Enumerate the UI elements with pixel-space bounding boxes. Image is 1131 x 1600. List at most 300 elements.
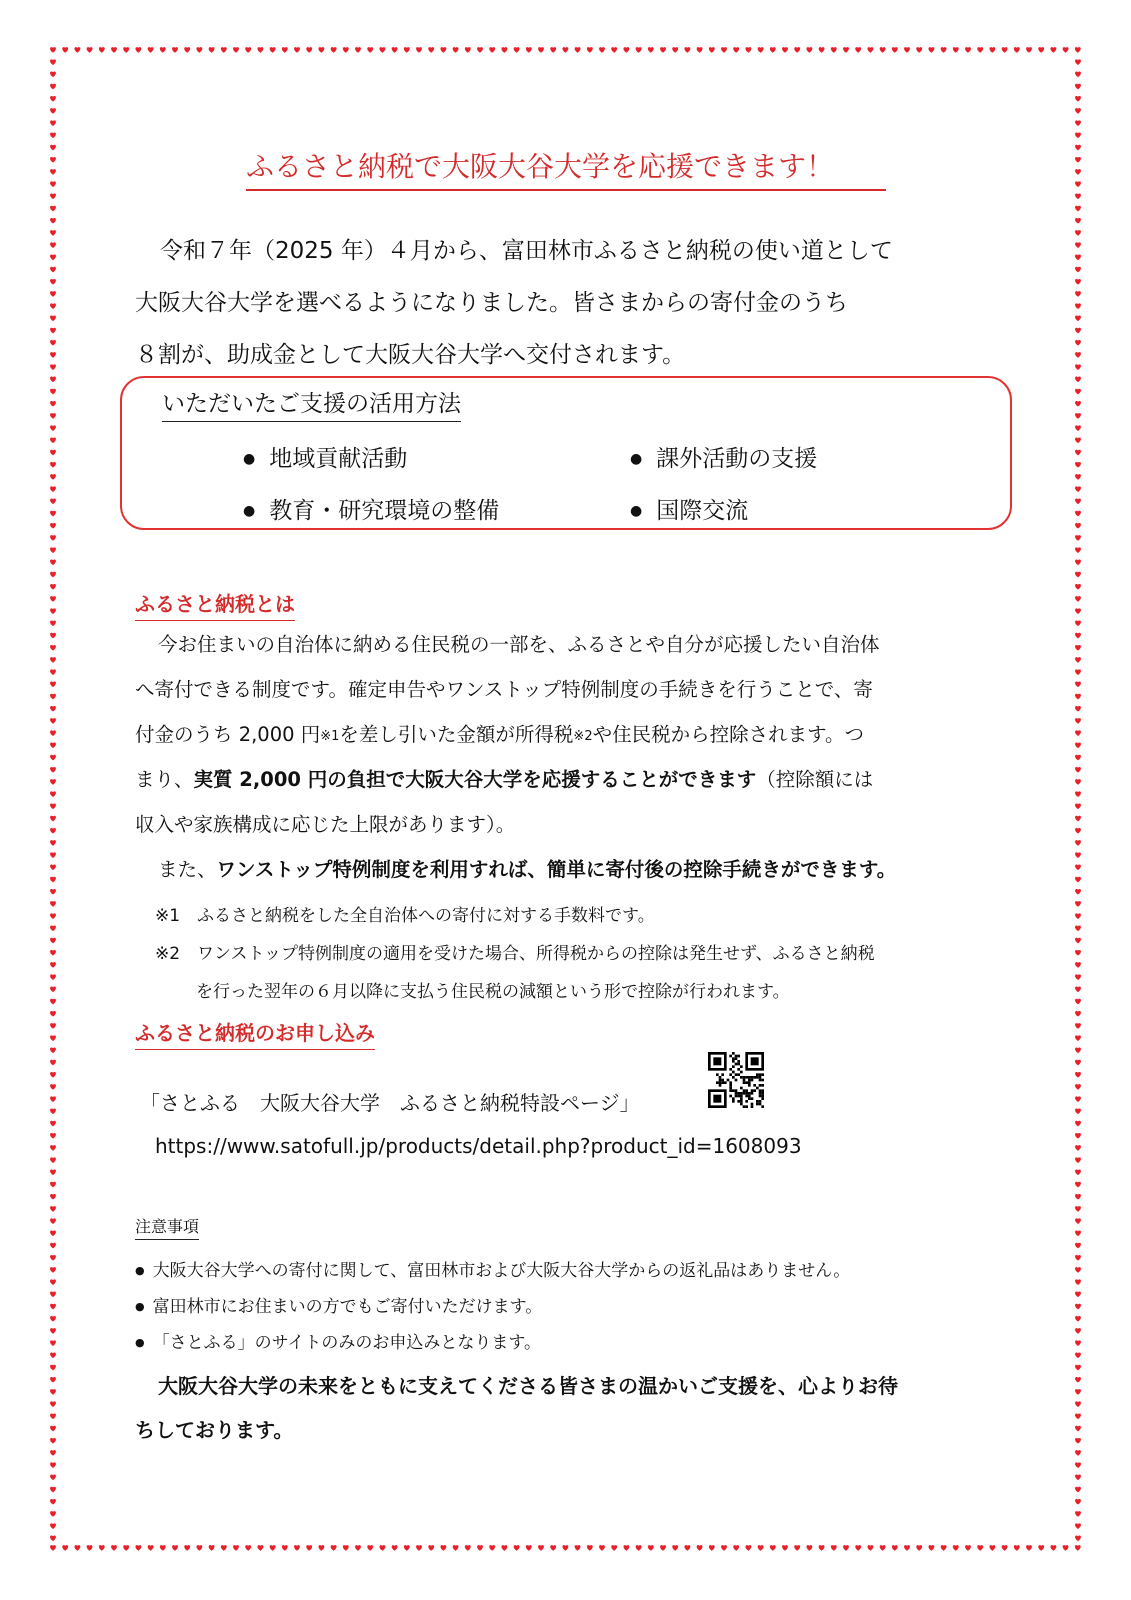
heart-icon: [514, 47, 520, 53]
heart-icon: [50, 657, 56, 663]
usage-item: ● 課外活動の支援: [630, 446, 818, 472]
heart-icon: [1075, 621, 1081, 627]
heart-icon: [123, 1545, 129, 1551]
heart-icon: [50, 499, 56, 505]
section-heading-apply: ふるさと納税のお申し込み: [135, 1017, 375, 1050]
heart-icon: [1075, 889, 1081, 895]
heart-icon: [50, 389, 56, 395]
heart-icon: [1075, 523, 1081, 529]
heart-icon: [1014, 47, 1020, 53]
heart-icon: [1002, 1545, 1008, 1551]
heart-icon: [1038, 47, 1044, 53]
heart-icon: [831, 47, 837, 53]
heart-icon: [50, 1035, 56, 1041]
heart-icon: [50, 242, 56, 248]
heart-icon: [74, 1545, 80, 1551]
heart-icon: [928, 47, 934, 53]
heart-icon: [1075, 181, 1081, 187]
heart-icon: [50, 267, 56, 273]
heart-icon: [50, 1194, 56, 1200]
heart-icon: [1063, 1545, 1069, 1551]
heart-icon: [50, 59, 56, 65]
satofull-url-link[interactable]: https://www.satofull.jp/products/detail.php?product_id=1608093: [155, 1134, 802, 1158]
heart-icon: [282, 47, 288, 53]
heart-icon: [709, 1545, 715, 1551]
heart-icon: [1075, 1267, 1081, 1273]
heart-icon: [50, 1255, 56, 1261]
heart-icon: [416, 1545, 422, 1551]
heart-icon: [50, 1243, 56, 1249]
heart-icon: [221, 47, 227, 53]
heart-icon: [1075, 1084, 1081, 1090]
heart-icon: [50, 852, 56, 858]
heart-icon: [526, 1545, 532, 1551]
heart-icon: [50, 438, 56, 444]
heart-icon: [1075, 682, 1081, 688]
heart-icon: [709, 47, 715, 53]
about-paragraph-line: 今お住まいの自治体に納める住民税の一部を、ふるさとや自分が応援したい自治体: [158, 633, 880, 656]
heart-icon: [1075, 1231, 1081, 1237]
heart-icon: [294, 47, 300, 53]
heart-icon: [50, 974, 56, 980]
heart-icon: [50, 828, 56, 834]
heart-icon: [1075, 596, 1081, 602]
heart-icon: [50, 1157, 56, 1163]
heart-icon: [1075, 1414, 1081, 1420]
emphasis-text: 実質 2,000 円の負担で大阪大谷大学を応援することができます: [193, 768, 757, 791]
heart-icon: [953, 1545, 959, 1551]
heart-icon: [50, 1267, 56, 1273]
heart-icon: [550, 47, 556, 53]
intro-line-1: 令和７年（2025 年）４月から、富田林市ふるさと納税の使い道として: [160, 238, 893, 264]
heart-icon: [758, 47, 764, 53]
heart-icon: [245, 1545, 251, 1551]
heart-icon: [1075, 877, 1081, 883]
bullet-icon: ●: [135, 1336, 145, 1349]
section-heading-about: ふるさと納税とは: [135, 588, 295, 621]
heart-icon: [721, 47, 727, 53]
heart-icon: [514, 1545, 520, 1551]
heart-icon: [1075, 364, 1081, 370]
heart-icon: [1075, 1048, 1081, 1054]
intro-line-3: ８割が、助成金として大阪大谷大学へ交付されます。: [135, 342, 686, 368]
heart-icon: [1075, 1340, 1081, 1346]
heart-icon: [1075, 572, 1081, 578]
heart-icon: [196, 47, 202, 53]
heart-icon: [1075, 206, 1081, 212]
heart-icon: [819, 47, 825, 53]
heart-icon: [50, 1316, 56, 1322]
heart-icon: [50, 364, 56, 370]
heart-icon: [50, 816, 56, 822]
heart-icon: [684, 47, 690, 53]
heart-icon: [50, 328, 56, 334]
footnote-ref-1: ※1: [320, 729, 340, 744]
heart-icon: [550, 1545, 556, 1551]
footnote-2: ※2 ワンストップ特例制度の適用を受けた場合、所得税からの控除は発生せず、ふるさと納税: [155, 944, 875, 964]
heart-icon: [1075, 987, 1081, 993]
heart-icon: [50, 303, 56, 309]
heart-icon: [1075, 645, 1081, 651]
heart-icon: [806, 1545, 812, 1551]
heart-icon: [50, 889, 56, 895]
heart-icon: [1075, 560, 1081, 566]
note-item: ● 「さとふる」のサイトのみのお申込みとなります。: [135, 1333, 542, 1353]
heart-icon: [50, 1072, 56, 1078]
heart-icon: [672, 1545, 678, 1551]
heart-icon: [1050, 47, 1056, 53]
heart-icon: [209, 1545, 215, 1551]
heart-icon: [160, 47, 166, 53]
heart-icon: [453, 47, 459, 53]
heart-icon: [1075, 194, 1081, 200]
heart-icon: [1075, 120, 1081, 126]
notes-heading: 注意事項: [135, 1214, 199, 1240]
heart-icon: [1075, 1035, 1081, 1041]
heart-icon: [50, 1170, 56, 1176]
heart-icon: [50, 218, 56, 224]
heart-icon: [62, 47, 68, 53]
heart-icon: [50, 291, 56, 297]
heart-icon: [562, 47, 568, 53]
heart-icon: [1075, 72, 1081, 78]
heart-icon: [74, 47, 80, 53]
heart-icon: [1075, 1487, 1081, 1493]
heart-icon: [1075, 377, 1081, 383]
heart-icon: [50, 230, 56, 236]
heart-icon: [587, 47, 593, 53]
heart-icon: [1075, 47, 1081, 53]
heart-icon: [148, 1545, 154, 1551]
usage-item: ● 国際交流: [630, 498, 749, 524]
heart-icon: [1075, 1523, 1081, 1529]
heart-icon: [50, 108, 56, 114]
heart-icon: [379, 1545, 385, 1551]
heart-icon: [575, 1545, 581, 1551]
heart-icon: [50, 1389, 56, 1395]
heart-icon: [1075, 608, 1081, 614]
heart-icon: [1075, 1121, 1081, 1127]
heart-icon: [50, 1231, 56, 1237]
heart-icon: [392, 1545, 398, 1551]
heart-icon: [1050, 1545, 1056, 1551]
heart-icon: [50, 547, 56, 553]
heart-icon: [977, 47, 983, 53]
heart-icon: [50, 1365, 56, 1371]
heart-icon: [1002, 47, 1008, 53]
heart-icon: [867, 47, 873, 53]
heart-icon: [1075, 938, 1081, 944]
heart-icon: [50, 169, 56, 175]
heart-icon: [50, 1328, 56, 1334]
heart-icon: [221, 1545, 227, 1551]
heart-icon: [1075, 340, 1081, 346]
heart-icon: [257, 1545, 263, 1551]
heart-icon: [87, 1545, 93, 1551]
qr-code-icon[interactable]: [708, 1052, 764, 1108]
heart-icon: [331, 1545, 337, 1551]
heart-icon: [1075, 1401, 1081, 1407]
heart-icon: [318, 47, 324, 53]
heart-icon: [99, 1545, 105, 1551]
heart-icon: [1075, 1389, 1081, 1395]
heart-icon: [50, 316, 56, 322]
bullet-icon: ●: [630, 451, 643, 467]
heart-icon: [1075, 1499, 1081, 1505]
heart-icon: [1075, 328, 1081, 334]
heart-icon: [50, 84, 56, 90]
heart-icon: [745, 1545, 751, 1551]
heart-icon: [282, 1545, 288, 1551]
heart-icon: [1075, 755, 1081, 761]
bullet-icon: ●: [243, 503, 256, 519]
note-item: ● 大阪大谷大学への寄付に関して、富田林市および大阪大谷大学からの返礼品はありません。: [135, 1261, 851, 1281]
heart-icon: [1075, 852, 1081, 858]
heart-icon: [465, 1545, 471, 1551]
heart-icon: [1075, 1365, 1081, 1371]
heart-icon: [526, 47, 532, 53]
heart-icon: [50, 1109, 56, 1115]
heart-icon: [880, 1545, 886, 1551]
heart-icon: [50, 486, 56, 492]
heart-icon: [989, 47, 995, 53]
heart-icon: [941, 47, 947, 53]
heart-icon: [209, 47, 215, 53]
heart-icon: [538, 47, 544, 53]
heart-icon: [1075, 389, 1081, 395]
heart-icon: [50, 377, 56, 383]
heart-icon: [1075, 1096, 1081, 1102]
heart-icon: [50, 194, 56, 200]
heart-icon: [1075, 767, 1081, 773]
heart-icon: [538, 1545, 544, 1551]
heart-icon: [50, 1401, 56, 1407]
heart-icon: [50, 791, 56, 797]
heart-icon: [428, 1545, 434, 1551]
heart-icon: [50, 560, 56, 566]
heart-icon: [721, 1545, 727, 1551]
heart-icon: [1075, 1243, 1081, 1249]
heart-icon: [904, 47, 910, 53]
heart-icon: [50, 1414, 56, 1420]
heart-icon: [50, 450, 56, 456]
heart-icon: [1075, 1450, 1081, 1456]
heart-icon: [1075, 1462, 1081, 1468]
heart-icon: [50, 938, 56, 944]
heart-icon: [343, 1545, 349, 1551]
heart-icon: [50, 1048, 56, 1054]
heart-icon: [87, 47, 93, 53]
heart-icon: [953, 47, 959, 53]
heart-icon: [1075, 267, 1081, 273]
heart-icon: [880, 47, 886, 53]
about-paragraph-line: 付金のうち 2,000 円$^{※1}$を差し引いた金額が所得税$^{※2}$や住民税から控除されます。つ: [135, 723, 865, 746]
heart-icon: [50, 987, 56, 993]
heart-icon: [794, 1545, 800, 1551]
heart-icon: [392, 47, 398, 53]
heart-icon: [1075, 1133, 1081, 1139]
heart-icon: [50, 1182, 56, 1188]
heart-icon: [50, 523, 56, 529]
heart-icon: [1075, 291, 1081, 297]
about-paragraph-line: へ寄付できる制度です。確定申告やワンストップ特例制度の手続きを行うことで、寄: [135, 678, 873, 701]
bullet-icon: ●: [135, 1264, 145, 1277]
heart-icon: [1075, 1438, 1081, 1444]
heart-icon: [1075, 486, 1081, 492]
heart-icon: [50, 535, 56, 541]
heart-icon: [50, 340, 56, 346]
heart-icon: [50, 511, 56, 517]
heart-icon: [428, 47, 434, 53]
heart-icon: [1075, 1218, 1081, 1224]
heart-icon: [1075, 1545, 1081, 1551]
heart-icon: [306, 1545, 312, 1551]
heart-icon: [50, 1353, 56, 1359]
heart-icon: [50, 1206, 56, 1212]
heart-icon: [1075, 1536, 1081, 1542]
heart-icon: [50, 462, 56, 468]
heart-icon: [50, 47, 56, 53]
heart-icon: [697, 47, 703, 53]
heart-icon: [1075, 242, 1081, 248]
heart-icon: [623, 1545, 629, 1551]
heart-icon: [1075, 1316, 1081, 1322]
heart-icon: [660, 47, 666, 53]
heart-icon: [453, 1545, 459, 1551]
heart-icon: [1075, 84, 1081, 90]
heart-icon: [733, 47, 739, 53]
heart-icon: [50, 1084, 56, 1090]
heart-icon: [1038, 1545, 1044, 1551]
heart-icon: [50, 145, 56, 151]
heart-icon: [855, 1545, 861, 1551]
heart-icon: [50, 743, 56, 749]
heart-icon: [270, 47, 276, 53]
heart-icon: [196, 1545, 202, 1551]
heart-icon: [50, 962, 56, 968]
heart-icon: [50, 718, 56, 724]
heart-icon: [50, 950, 56, 956]
heart-icon: [1075, 1206, 1081, 1212]
heart-icon: [50, 1475, 56, 1481]
heart-icon: [50, 926, 56, 932]
heart-icon: [1075, 255, 1081, 261]
heart-icon: [1075, 1145, 1081, 1151]
satofull-link-label[interactable]: 「さとふる 大阪大谷大学 ふるさと納税特設ページ」: [140, 1091, 640, 1115]
heart-icon: [306, 47, 312, 53]
heart-icon: [1075, 1157, 1081, 1163]
footnote-2-cont: を行った翌年の６月以降に支払う住民税の減額という形で控除が行われます。: [196, 982, 790, 1002]
heart-icon: [233, 47, 239, 53]
footnote-ref-2: ※2: [573, 729, 593, 744]
heart-icon: [660, 1545, 666, 1551]
heart-icon: [233, 1545, 239, 1551]
heart-icon: [184, 1545, 190, 1551]
heart-icon: [135, 47, 141, 53]
heart-icon: [1075, 316, 1081, 322]
heart-icon: [50, 1545, 56, 1551]
heart-icon: [50, 572, 56, 578]
heart-icon: [1075, 706, 1081, 712]
about-paragraph-line: まり、実質 2,000 円の負担で大阪大谷大学を応援することができます（控除額には: [135, 768, 874, 791]
heart-icon: [50, 669, 56, 675]
heart-icon: [1075, 230, 1081, 236]
heart-icon: [623, 47, 629, 53]
heart-icon: [1075, 1304, 1081, 1310]
heart-icon: [1075, 352, 1081, 358]
heart-icon: [1075, 804, 1081, 810]
heart-icon: [50, 877, 56, 883]
heart-icon: [50, 779, 56, 785]
heart-icon: [1075, 974, 1081, 980]
heart-icon: [50, 694, 56, 700]
heart-icon: [1075, 1511, 1081, 1517]
heart-icon: [50, 1536, 56, 1542]
heart-icon: [50, 1096, 56, 1102]
heart-icon: [1075, 840, 1081, 846]
heart-icon: [745, 47, 751, 53]
heart-icon: [135, 1545, 141, 1551]
heart-icon: [50, 633, 56, 639]
heart-icon: [50, 279, 56, 285]
emphasis-text: ワンストップ特例制度を利用すれば、簡単に寄付後の控除手続きができます。: [216, 858, 897, 881]
heart-icon: [1075, 926, 1081, 932]
bullet-icon: ●: [630, 503, 643, 519]
heart-icon: [1075, 718, 1081, 724]
heart-icon: [989, 1545, 995, 1551]
heart-icon: [172, 47, 178, 53]
heart-icon: [50, 1499, 56, 1505]
heart-icon: [477, 1545, 483, 1551]
heart-icon: [941, 1545, 947, 1551]
heart-icon: [50, 865, 56, 871]
heart-icon: [501, 1545, 507, 1551]
heart-icon: [648, 1545, 654, 1551]
heart-icon: [1075, 999, 1081, 1005]
usage-heading: いただいたご支援の活用方法: [162, 385, 461, 422]
heart-icon: [489, 1545, 495, 1551]
heart-icon: [343, 47, 349, 53]
heart-icon: [50, 1426, 56, 1432]
heart-icon: [1075, 913, 1081, 919]
heart-icon: [636, 47, 642, 53]
heart-icon: [1026, 47, 1032, 53]
heart-icon: [1075, 1475, 1081, 1481]
heart-icon: [1075, 901, 1081, 907]
heart-icon: [916, 1545, 922, 1551]
heart-icon: [123, 47, 129, 53]
heart-icon: [1075, 474, 1081, 480]
heart-icon: [1075, 657, 1081, 663]
heart-icon: [1075, 279, 1081, 285]
about-paragraph-line: 収入や家族構成に応じた上限があります）。: [135, 813, 516, 836]
heart-icon: [367, 1545, 373, 1551]
bullet-icon: ●: [243, 451, 256, 467]
heart-icon: [50, 1511, 56, 1517]
heart-icon: [50, 157, 56, 163]
heart-icon: [50, 730, 56, 736]
heart-icon: [782, 1545, 788, 1551]
heart-icon: [477, 47, 483, 53]
heart-icon: [50, 755, 56, 761]
heart-icon: [1075, 303, 1081, 309]
heart-icon: [1075, 633, 1081, 639]
heart-icon: [50, 682, 56, 688]
heart-icon: [965, 47, 971, 53]
heart-icon: [1075, 511, 1081, 517]
heart-icon: [1075, 450, 1081, 456]
heart-icon: [1075, 962, 1081, 968]
